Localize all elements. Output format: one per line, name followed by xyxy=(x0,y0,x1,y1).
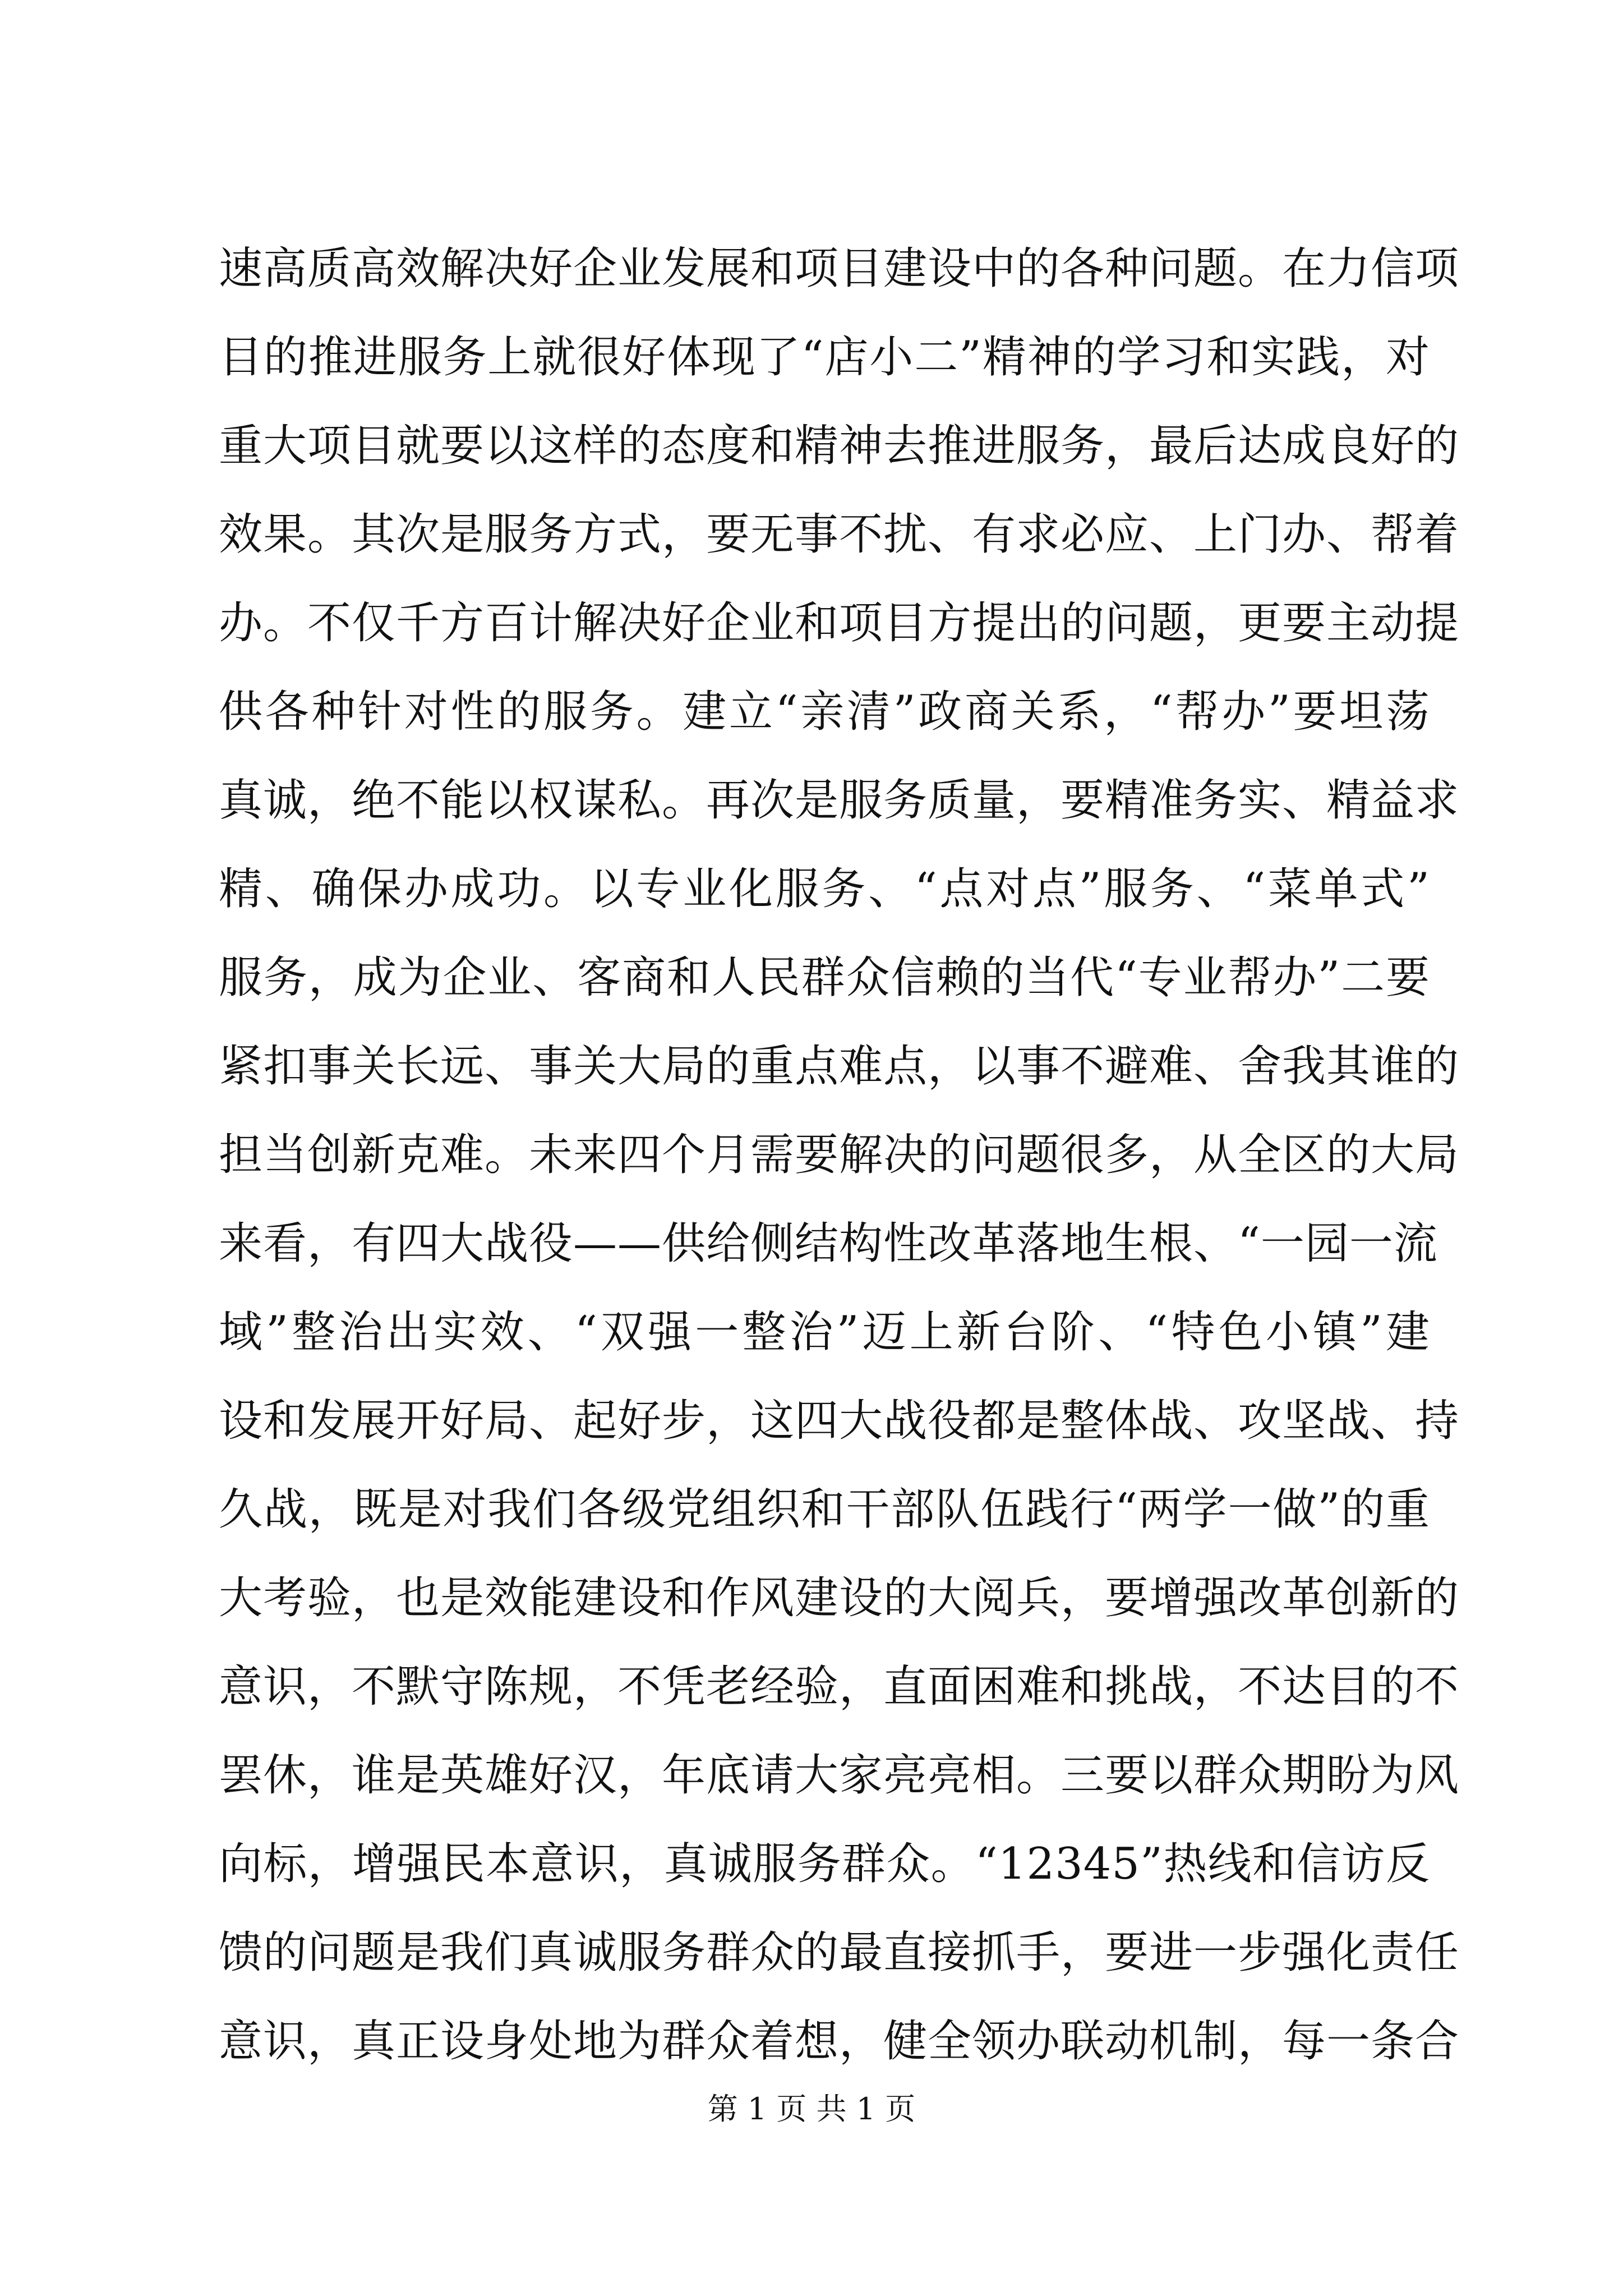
text-line: 罢休，谁是英雄好汉，年底请大家亮亮相。三要以群众期盼为风 xyxy=(219,1750,1460,1801)
text-line: 域”整治出实效、“双强一整治”迈上新台阶、“特色小镇”建 xyxy=(219,1307,1430,1358)
text-line: 精、确保办成功。以专业化服务、“点对点”服务、“菜单式” xyxy=(219,864,1430,914)
text-line: 久战，既是对我们各级党组织和干部队伍践行“两学一做”的重 xyxy=(219,1484,1430,1535)
text-line: 设和发展开好局、起好步，这四大战役都是整体战、攻坚战、持 xyxy=(219,1396,1460,1446)
text-line: 服务，成为企业、客商和人民群众信赖的当代“专业帮办”二要 xyxy=(219,953,1430,1003)
text-line: 担当创新克难。未来四个月需要解决的问题很多，从全区的大局 xyxy=(219,1130,1460,1180)
text-line: 馈的问题是我们真诚服务群众的最直接抓手，要进一步强化责任 xyxy=(219,1927,1460,1978)
text-line: 紧扣事关长远、事关大局的重点难点，以事不避难、舍我其谁的 xyxy=(219,1041,1460,1092)
text-line: 来看，有四大战役——供给侧结构性改革落地生根、“一园一流 xyxy=(219,1218,1438,1269)
text-line: 效果。其次是服务方式，要无事不扰、有求必应、上门办、帮着 xyxy=(219,509,1460,560)
text-line: 办。不仅千方百计解决好企业和项目方提出的问题，更要主动提 xyxy=(219,598,1460,648)
text-line: 速高质高效解决好企业发展和项目建设中的各种问题。在力信项 xyxy=(219,243,1460,294)
text-line: 真诚，绝不能以权谋私。再次是服务质量，要精准务实、精益求 xyxy=(219,775,1460,826)
text-line: 意识，不默守陈规，不凭老经验，直面困难和挑战，不达目的不 xyxy=(219,1662,1460,1712)
body-text xyxy=(219,224,1460,2086)
text-line: 供各种针对性的服务。建立“亲清”政商关系，“帮办”要坦荡 xyxy=(219,687,1430,737)
page-footer xyxy=(0,2090,1623,2129)
text-line: 重大项目就要以这样的态度和精神去推进服务，最后达成良好的 xyxy=(219,421,1460,471)
text-line: 目的推进服务上就很好体现了“店小二”精神的学习和实践，对 xyxy=(219,332,1430,383)
text-line: 意识，真正设身处地为群众着想，健全领办联动机制，每一条合 xyxy=(219,2016,1460,2067)
text-line: 大考验，也是效能建设和作风建设的大阅兵，要增强改革创新的 xyxy=(219,1573,1460,1623)
text-line: 向标，增强民本意识，真诚服务群众。“12345”热线和信访反 xyxy=(219,1839,1430,1889)
page-number-label: 第 1 页 共 1 页 xyxy=(707,2091,916,2127)
